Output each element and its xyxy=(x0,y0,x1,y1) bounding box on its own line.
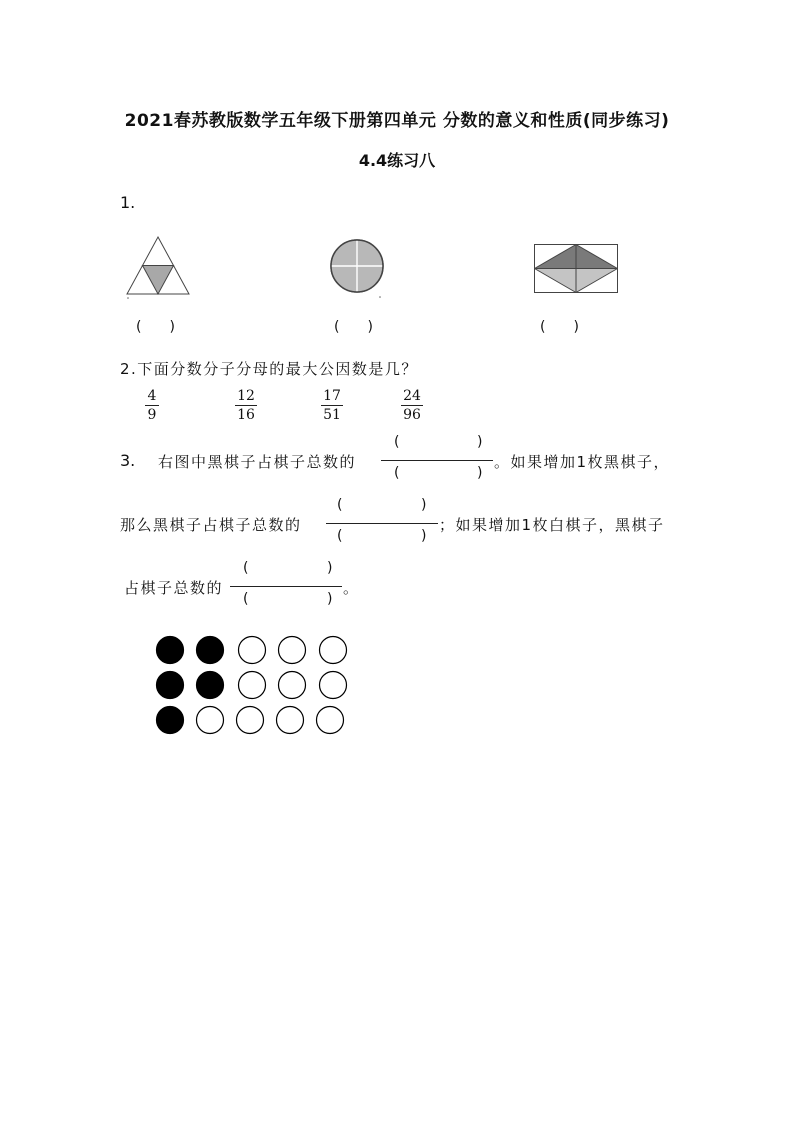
black-chess-piece xyxy=(157,637,184,664)
q2-prompt: 2.下面分数分子分母的最大公因数是几？ xyxy=(120,360,418,378)
page-subtitle: 4.4练习八 xyxy=(358,151,436,170)
white-chess-piece xyxy=(317,707,344,734)
white-chess-piece xyxy=(279,672,306,699)
paren-close: ) xyxy=(477,434,483,450)
q3-line1-suffix: 。如果增加1枚黑棋子， xyxy=(494,453,671,471)
q2-fraction-3 xyxy=(318,387,346,424)
black-chess-piece xyxy=(197,637,224,664)
paren-close: ) xyxy=(421,528,427,544)
black-chess-piece xyxy=(197,672,224,699)
fraction-denominator: 16 xyxy=(237,407,255,423)
black-chess-piece xyxy=(157,672,184,699)
paren-open: ( xyxy=(394,465,400,481)
q3-line3-prefix: 占棋子总数的 xyxy=(124,579,224,597)
paren-open: ( xyxy=(394,434,400,450)
page-title: 2021春苏教版数学五年级下册第四单元 分数的意义和性质(同步练习) xyxy=(124,111,670,131)
white-chess-piece xyxy=(320,672,347,699)
q1-rectangle-figure xyxy=(534,244,618,294)
q3-line2-prefix: 那么黑棋子占棋子总数的 xyxy=(120,516,302,534)
q2-fraction-2 xyxy=(232,387,260,424)
fraction-denominator: 51 xyxy=(323,407,341,423)
paren-open: ( xyxy=(337,528,343,544)
fraction-denominator: 96 xyxy=(403,407,421,423)
q2-fraction-4 xyxy=(398,387,426,424)
q1-answer-blank-3[interactable]: ( ) xyxy=(540,319,579,335)
paren-close: ) xyxy=(421,497,427,513)
q2-fraction-1 xyxy=(138,387,166,424)
fraction-numerator: 17 xyxy=(323,388,341,404)
paren-open: ( xyxy=(243,560,249,576)
q1-triangle-figure xyxy=(126,236,192,300)
paren-open: ( xyxy=(337,497,343,513)
paren-close: ) xyxy=(327,591,333,607)
white-chess-piece xyxy=(277,707,304,734)
chess-pieces-grid xyxy=(150,632,360,742)
black-chess-piece xyxy=(157,707,184,734)
q1-circle-figure xyxy=(330,235,384,299)
q1-number: 1. xyxy=(120,193,136,212)
white-chess-piece xyxy=(279,637,306,664)
white-chess-piece xyxy=(197,707,224,734)
q3-line2-suffix: ；如果增加1枚白棋子，黑棋子 xyxy=(439,516,665,534)
paren-open: ( xyxy=(243,591,249,607)
paren-close: ) xyxy=(477,465,483,481)
q1-answer-blank-1[interactable]: ( ) xyxy=(136,319,175,335)
q3-line3-suffix: 。 xyxy=(343,579,360,597)
fraction-numerator: 12 xyxy=(237,388,255,404)
q3-line1-prefix: 右图中黑棋子占棋子总数的 xyxy=(158,453,357,471)
q3-number: 3. xyxy=(120,451,136,470)
paren-close: ) xyxy=(327,560,333,576)
fraction-denominator: 9 xyxy=(147,407,157,423)
fraction-numerator: 4 xyxy=(147,388,157,404)
q1-answer-blank-2[interactable]: ( ) xyxy=(334,319,373,335)
white-chess-piece xyxy=(239,672,266,699)
white-chess-piece xyxy=(320,637,347,664)
fraction-numerator: 24 xyxy=(403,388,421,404)
white-chess-piece xyxy=(239,637,266,664)
white-chess-piece xyxy=(237,707,264,734)
